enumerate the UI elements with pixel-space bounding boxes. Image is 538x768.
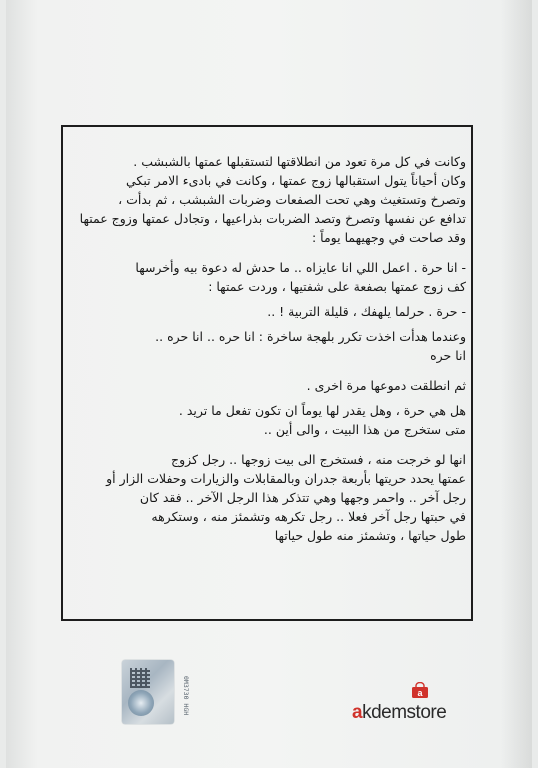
text-line: متى ستخرج من هذا البيت ، والى أين .. — [263, 422, 466, 437]
text-line: وعندما هدأت اخذت تكرر بلهجة ساخرة : انا حره .. انا حره .. — [155, 329, 466, 344]
text-line: - حرة . حرلما يلهفك ، قليلة التربية ! .. — [267, 304, 466, 319]
logo-accent-letter: a — [352, 702, 363, 723]
logo-wordmark — [352, 702, 492, 724]
text-line: - انا حرة . اعمل اللي انا عايزاه .. ما حدش له دعوة بيه وأخرسها — [135, 260, 466, 275]
text-line: طول حياتها ، وتشمئز منه طول حياتها — [274, 528, 466, 543]
text-line: انها لو خرجت منه ، فستخرج الى بيت زوجها .. رجل كزوج — [171, 452, 466, 467]
logo-wordmark-rest: kdemstore — [362, 702, 447, 723]
text-line: وتصرخ وتستغيث وهي تحت الصفعات وضربات الشبشب ، ثم بدأت ، — [118, 192, 466, 207]
text-line: وكان أحياناً يتول استقبالها زوج عمتها ، وكانت في بادىء الامر تبكي — [126, 173, 466, 188]
akdemstore-logo — [352, 682, 492, 730]
hologram-sticker — [122, 660, 174, 724]
text-line: انا حره — [430, 348, 466, 363]
sticker-code-line: HGH — [182, 703, 190, 716]
text-line: وكانت في كل مرة تعود من انطلاقتها لتستقبلها عمتها بالشبشب . — [133, 154, 466, 169]
text-line: كف زوج عمتها بصفعة على شفتيها ، وردت عمتها : — [208, 279, 466, 294]
text-line: رجل آخر .. واحمر وجهها وهي تتذكر هذا الرجل الآخر .. فقد كان — [139, 490, 466, 505]
paragraph-gap — [68, 247, 466, 258]
page-text — [68, 152, 466, 545]
paragraph-gap — [68, 439, 466, 450]
sticker-code-line: 0M3730 — [182, 676, 190, 700]
text-line: عمتها يحدد حريتها بأربعة جدران وبالمقابلات والزيارات وحفلات الزار أو — [106, 471, 466, 486]
text-line: تدافع عن نفسها وتصرخ وتصد الضربات بذراعيها ، وتجادل عمتها وزوج عمتها — [79, 211, 466, 226]
shopping-bag-icon — [410, 682, 430, 698]
text-line: ثم انطلقت دموعها مرة اخرى . — [306, 378, 466, 393]
text-line: وقد صاحت في وجهيهما يوماً : — [311, 230, 466, 245]
hologram-icon — [128, 690, 154, 716]
sticker-code — [176, 676, 190, 716]
text-line: هل هي حرة ، وهل يقدر لها يوماً ان تكون تفعل ما تريد . — [178, 403, 466, 418]
paragraph-gap — [68, 365, 466, 376]
logo-icon-letter: a — [417, 688, 423, 698]
text-line: في حبتها رجل آخر فعلا .. رجل تكرهه وتشمئز منه ، وستكرهه — [151, 509, 466, 524]
qr-code-icon — [130, 668, 150, 688]
